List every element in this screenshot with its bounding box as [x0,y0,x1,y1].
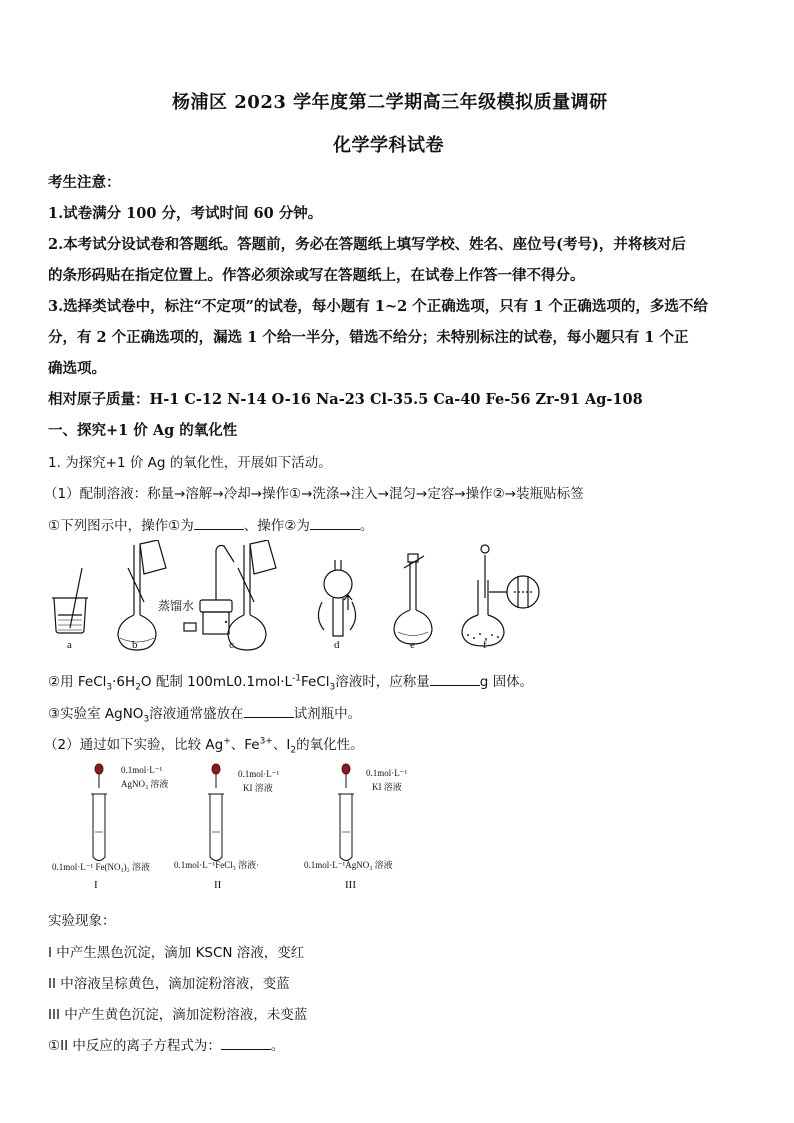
notice-item-3-line-2: 分，有 2 个正确选项的，漏选 1 个给一半分，错选不给分；未特别标注的试卷，每小题只有 1 个正 [48,329,689,346]
question-1-sub-2: ②用 $FeCl_3\cdot 6H_2O$ 配制 $100mL0.1mol\cdot L^{-1}FeCl_3$溶液时，应称量 g 固体。 [48,673,534,693]
sub1-text-c: 。 [359,518,374,534]
test-tubes-figure [48,762,408,872]
answer-blank-mass[interactable] [430,673,480,686]
tube-1-solution: 0.1mol·L⁻¹ Fe(NO₃)₂ 溶液 [52,862,150,872]
sub3-text-b: 溶液通常盛放在 [149,706,244,722]
figure-water-label: 蒸馏水 [158,599,195,613]
tube-3-label: III [345,879,356,891]
section-heading: 一、探究+1 价 Ag 的氧化性 [48,422,238,439]
notice-item-2-line-2: 的条形码贴在指定位置上。作答必须涂或写在答题纸上，在试卷上作答一律不得分。 [48,267,585,284]
sub1-text-b: 、操作②为 [243,518,310,534]
phenomenon-1: I 中产生黑色沉淀，滴加 KSCN 溶液，变红 [48,945,305,961]
wash-bottle-icon [184,540,276,650]
tube-2-reagent-conc: 0.1mol·L⁻¹ [238,769,280,779]
sub2-text-b: ·6H [112,674,136,690]
sub2-text-f: g 固体。 [479,674,534,690]
sub3-text-a: ③实验室 AgNO [48,706,144,722]
question-1-part-1: （1）配制溶液：称量→溶解→冷却→操作①→洗涤→注入→混匀→定容→操作②→装瓶贴标签 [44,486,584,502]
tube-1-reagent-name: AgNO₃ 溶液 [121,779,169,789]
answer-blank-equation[interactable] [221,1037,271,1050]
answer-blank-op2[interactable] [310,517,360,530]
part2-text-c: 、I [272,737,291,753]
question-ionic-equation [48,1034,284,1054]
phenomenon-3: III 中产生黄色沉淀，滴加淀粉溶液，未变蓝 [48,1007,308,1023]
sub3-text-c: 试剂瓶中。 [293,706,362,722]
sub2-text-c: O 配制 100mL0.1mol·L [140,674,293,690]
question-1-part-2: （2）通过如下实验，比较 Ag+、$Fe^{3+}$、$I_2$的氧化性。 [44,736,364,756]
tube-3-solution: 0.1mol·L⁻¹AgNO₃ 溶液 [304,860,393,870]
tube-1-label: I [94,879,98,891]
page-title: 杨浦区 2023 学年度第二学期高三年级模拟质量调研 [172,92,608,113]
figure-label-b: b [132,639,138,651]
figure-label-d: d [334,639,340,651]
tube-2-reagent-name: KI 溶液 [243,783,273,793]
figure-label-f: f [483,639,487,651]
figure-label-c: c [229,639,234,651]
part2-text-d: 的氧化性。 [296,737,364,753]
ionic-eq-text-b: 。 [270,1038,285,1054]
answer-blank-op1[interactable] [194,517,244,530]
shake-flask-icon [318,560,355,636]
notice-item-2-line-1: 2.本考试分设试卷和答题纸。答题前，务必在答题纸上填写学校、姓名、座位号(考号)，并将核对后 [48,236,686,253]
tube-2-label: II [214,879,222,891]
phenomenon-2: II 中溶液呈棕黄色，滴加淀粉溶液，变蓝 [48,976,290,992]
ionic-eq-text-a: ①II 中反应的离子方程式为： [48,1038,221,1054]
figure-label-e: e [410,639,415,651]
transfer-flask-icon [118,540,166,650]
tube-3-reagent-conc: 0.1mol·L⁻¹ [366,768,408,778]
tube-2-solution: 0.1mol·L⁻¹FeCl₃ 溶液· [174,860,260,870]
inverted-flask-icon [394,554,432,644]
answer-blank-bottle[interactable] [244,705,294,718]
atomic-mass-line: 相对原子质量：H-1 C-12 N-14 O-16 Na-23 Cl-35.5 Ca-40 Fe-56 Zr-91 Ag-108 [48,391,643,408]
sub2-text-e: 溶液时，应称量 [335,674,430,690]
page-subtitle: 化学学科试卷 [333,135,444,156]
notice-heading: 考生注意： [48,174,121,191]
notice-item-1: 1.试卷满分 100 分，考试时间 60 分钟。 [48,205,323,222]
figure-label-a: a [67,639,72,651]
test-tube-3-icon [338,764,354,861]
tube-3-reagent-name: KI 溶液 [372,782,402,792]
dropper-flask-icon [462,545,539,646]
notice-item-3-line-1: 3.选择类试卷中，标注“不定项”的试卷，每小题有 1~2 个正确选项，只有 1 个正确选项的，多选不给 [48,298,708,315]
beaker-with-rod-icon [52,568,88,633]
test-tube-2-icon [208,764,224,861]
sub2-text-a: ②用 FeCl [48,674,107,690]
test-tube-1-icon [91,764,107,861]
tube-1-reagent-conc: 0.1mol·L⁻¹ [121,765,163,775]
operations-figure [48,540,548,655]
phenomena-heading: 实验现象： [48,913,116,929]
question-1-intro: 1. 为探究+1 价 Ag 的氧化性，开展如下活动。 [48,455,332,471]
part2-text-b: 、Fe [230,737,260,753]
sub1-text-a: ①下列图示中，操作①为 [48,518,194,534]
sub2-text-d: FeCl [301,674,330,690]
notice-item-3-line-3: 确选项。 [48,360,106,377]
question-1-sub-1 [48,514,373,534]
part2-text-a: （2）通过如下实验，比较 Ag [44,737,224,753]
question-1-sub-3: ③实验室 AgNO$_3$溶液通常盛放在 试剂瓶中。 [48,706,362,725]
